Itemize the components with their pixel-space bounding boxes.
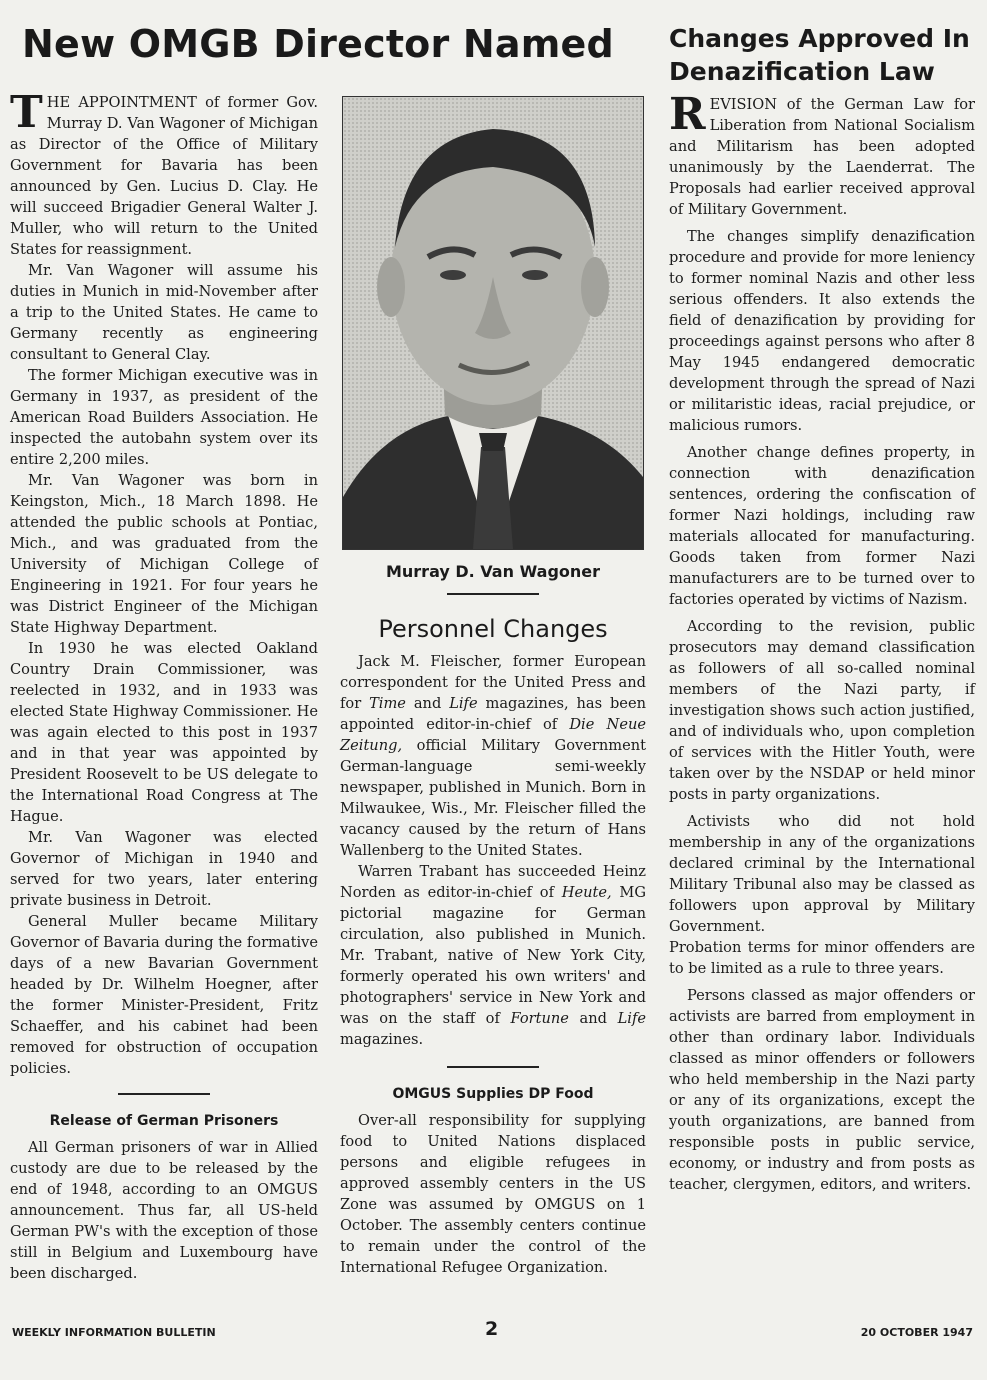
denazification-paragraph-5: Activists who did not hold membership in any of the organizations declared criminal by the International Military Tribunal also may be classed as followers upon approval by Military Government. bbox=[669, 813, 975, 935]
page-number: 2 bbox=[485, 1318, 499, 1340]
personnel-title: Personnel Changes bbox=[378, 615, 608, 643]
director-paragraph-2: Mr. Van Wagoner will assume his duties in Munich in mid-November after a trip to the United States. He came to Germany recently as engineering consultant to General Clay. bbox=[10, 262, 318, 363]
portrait-illustration bbox=[343, 97, 643, 549]
dropcap-r: R bbox=[669, 89, 706, 140]
personnel-paragraph-1: Jack M. Fleischer, former European correspondent for the United Press and for Time and Life magazines, has been appointed editor-in-chief of Die Neue Zeitung, official Military Government German-language semi-weekly newspaper, published in Munich. Born in Milwaukee, Wis., Mr. Fleischer filled the vacancy caused by the return of Hans Wallenberg to the United States. bbox=[340, 653, 646, 859]
denazification-article-column bbox=[669, 0, 975, 1195]
director-paragraph-7: General Muller became Military Governor of Bavaria during the formative days of a new Bavarian Government headed by Dr. Wilhelm Hoegner, after the former Minister-President, Fritz Schaeffer, and his cabinet had been removed for obstruction of occupation policies. bbox=[10, 913, 318, 1077]
photo-caption: Murray D. Van Wagoner bbox=[385, 562, 601, 581]
denazification-paragraph-2: The changes simplify denazification procedure and provide for more leniency to former nominal Nazis and other less serious offenders. It also extends the field of denazification by providing for proceedings against persons who after 8 May 1945 endangered democratic development through the spread of Nazi or militaristic ideas, racial prejudice, or malicious rumors. bbox=[669, 228, 975, 434]
denazification-paragraph-1: REVISION of the German Law for Liberation from National Socialism and Militarism has been adopted unanimously by the Laenderrat. The Proposals had earlier received approval of Military Government. bbox=[669, 89, 975, 218]
portrait-photo bbox=[342, 96, 644, 550]
caption-divider bbox=[447, 593, 539, 595]
director-paragraph-5: In 1930 he was elected Oakland Country Drain Commissioner, was reelected in 1932, and in 1933 was elected State Highway Commissioner. He was again elected to this post in 1937 and in that year was appointed by President Roosevelt to be US delegate to the International Road Congress at The Hague. bbox=[10, 640, 318, 825]
denazification-headline: Changes Approved In Denazification Law bbox=[669, 24, 970, 86]
dp-food-title: OMGUS Supplies DP Food bbox=[392, 1086, 594, 1102]
denazification-paragraph-7: Persons classed as major offenders or activists are barred from employment in other than ordinary labor. Individuals classed as minor offenders or followers who held membership in the Nazi party or any of its organizations, except the youth organizations, are banned from responsible posts in public service, economy, or industry and from posts as teacher, clergymen, editors, and writers. bbox=[669, 987, 975, 1193]
prisoners-paragraph: All German prisoners of war in Allied custody are due to be released by the end of 1948, according to an OMGUS announcement. Thus far, all US-held German PW's with the exception of those still in Belgium and Luxembourg have been discharged. bbox=[10, 1139, 318, 1282]
prisoners-title: Release of German Prisoners bbox=[49, 1113, 279, 1129]
section-divider-2 bbox=[447, 1066, 539, 1068]
footer-publication: WEEKLY INFORMATION BULLETIN bbox=[12, 1326, 216, 1339]
denazification-paragraph-3: Another change defines property, in connection with denazification sentences, ordering the confiscation of former Nazi holdings, including raw materials allocated for manufacturing. Goods taken from former Nazi manufacturers are to be turned over to factories operated by victims of Nazism. bbox=[669, 444, 975, 608]
director-article-column bbox=[10, 87, 318, 1284]
dropcap-t: T bbox=[10, 87, 43, 138]
main-headline: New OMGB Director Named bbox=[22, 22, 614, 66]
section-divider bbox=[118, 1093, 210, 1095]
denazification-paragraph-4: According to the revision, public prosecutors may demand classification as followers of all so-called nominal members of the Nazi party, if investigation shows such action justified, and of individuals who, upon completion of services with the Hitler Youth, were taken over by the NSDAP or held minor posts in party organizations. bbox=[669, 618, 975, 803]
personnel-paragraph-2: Warren Trabant has succeeded Heinz Norden as editor-in-chief of Heute, MG pictorial magazine for German circulation, also published in Munich. Mr. Trabant, native of New York City, formerly operated his own writers' and photographers' service in New York and was on the staff of Fortune and Life magazines. bbox=[340, 863, 646, 1048]
center-column bbox=[340, 0, 646, 1278]
director-paragraph-4: Mr. Van Wagoner was born in Keingston, Mich., 18 March 1898. He attended the public schools at Pontiac, Mich., and was graduated from the University of Michigan College of Engineering in 1921. For four years he was District Engineer of the Michigan State Highway Department. bbox=[10, 472, 318, 636]
director-paragraph-6: Mr. Van Wagoner was elected Governor of Michigan in 1940 and served for two years, later entering private business in Detroit. bbox=[10, 829, 318, 909]
dp-food-paragraph: Over-all responsibility for supplying food to United Nations displaced persons and eligible refugees in approved assembly centers in the US Zone was assumed by OMGUS on 1 October. The assembly centers continue to remain under the control of the International Refugee Organization. bbox=[340, 1112, 646, 1276]
director-paragraph-1: THE APPOINTMENT of former Gov. Murray D. Van Wagoner of Michigan as Director of the Office of Military Government for Bavaria has been announced by Gen. Lucius D. Clay. He will succeed Brigadier General Walter J. Muller, who will return to the United States for reassignment. bbox=[10, 87, 318, 258]
denazification-paragraph-6: Probation terms for minor offenders are to be limited as a rule to three years. bbox=[669, 939, 975, 977]
director-paragraph-3: The former Michigan executive was in Germany in 1937, as president of the American Road Builders Association. He inspected the autobahn system over its entire 2,200 miles. bbox=[10, 367, 318, 468]
footer-date: 20 OCTOBER 1947 bbox=[860, 1326, 973, 1339]
